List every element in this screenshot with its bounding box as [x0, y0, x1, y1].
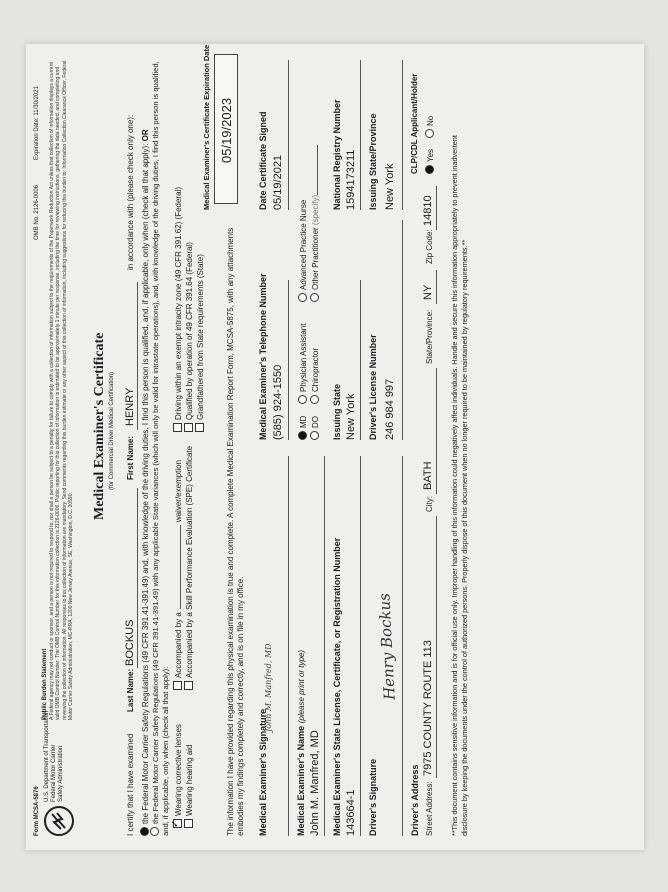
phone-value: (585) 924-1550 [272, 364, 284, 440]
checkbox-empty-icon [195, 423, 204, 432]
radio-empty-icon [310, 293, 319, 302]
clp-no[interactable]: No [425, 116, 435, 138]
form-number: Form MCSA-5876 [34, 786, 40, 836]
burden-text: A Federal agency may not conduct or sponsor, and a person is not required to respond to, nor shall a person be subject to a penalty for failure to comply with a collection of information subject to the requirements of the Paperwork Reduction Act unless that collection of information displays a current valid OMB Control Number. The OMB Control Number for this information collection is 2126-0006. Public reporting for this collection of information is estimated to be approximately 1 minute per response, including the time for reviewing instructions, gathering the data needed, and completing and reviewing the collection of information. All responses to this collection of information are mandatory. Send comments regarding this burden estimate or any other aspect of this collection of information, including suggestions for reducing this burden to: Information Collection Clearance Officer, Federal Motor Carrier Safety Administration, MC-RRA, 1200 New Jersey Avenue, SE, Washington, D.C. 20590. [49, 60, 75, 720]
dl-value: 246 984 997 [384, 378, 396, 440]
checkbox-empty-icon [184, 681, 193, 690]
checkbox-empty-icon [173, 681, 182, 690]
cond-waiver[interactable]: Accompanied by awaiver/exemption [173, 460, 183, 690]
radio-empty-icon [298, 293, 307, 302]
date-signed-value: 05/19/2021 [272, 154, 284, 210]
last-name-value: BOCKUS [124, 619, 136, 666]
radio-empty-icon [310, 431, 319, 440]
expiration-box[interactable] [214, 54, 238, 204]
zip-value: 14810 [422, 195, 434, 226]
dl-state-label: Issuing State/Province [368, 113, 378, 210]
first-name-value: HENRY [124, 387, 136, 426]
checkbox-empty-icon [173, 423, 182, 432]
certify-prefix: I certify that I have examined [126, 733, 135, 836]
checkbox-empty-icon [184, 423, 193, 432]
form-expiration: Expiration Date: 11/30/2021 [34, 86, 40, 160]
radio-selected-icon [298, 431, 307, 440]
agency-name: U.S. Department of Transportation Federal Motor Carrier Safety Administration [44, 710, 64, 802]
city-value: BATH [422, 461, 434, 490]
cond-hearing-aid[interactable]: Wearing hearing aid [184, 745, 194, 828]
radio-empty-icon [310, 395, 319, 404]
option-state-variance[interactable]: the Federal Motor Carrier Safety Regulations (49 CFR 391.41-391.49) with any applicable State variances (which will only be valid for intrastate operations), and, with knowledge of the driving duties, I find this person is qualified, and, if applicable, only when (check all that apply): [151, 61, 170, 836]
license-value: 143664-1 [345, 789, 357, 836]
cred-np[interactable]: Advanced Practice Nurse [298, 200, 308, 302]
radio-empty-icon [298, 395, 307, 404]
expiration-value: 05/19/2023 [219, 97, 234, 163]
cred-other[interactable]: Other Practitioner (specify) [310, 145, 320, 302]
dl-state-value: New York [384, 163, 396, 210]
checkbox-checked-icon [173, 819, 182, 828]
me-name-value: John M. Manfred, MD [309, 730, 321, 836]
burden-heading: Public Burden Statement [42, 648, 48, 720]
form-subtitle: (for Commercial Driver Medical Certification) [109, 371, 115, 490]
cond-391-64[interactable]: Qualified by operation of 49 CFR 391.64 (Federal) [184, 242, 194, 432]
cred-dc[interactable]: Chiropractor [310, 348, 320, 404]
street-label: Street Address: [425, 781, 434, 836]
radio-empty-icon [425, 129, 434, 138]
expiration-label: Medical Examiner's Certificate Expiration Date [202, 44, 211, 210]
issuing-state-value: New York [345, 393, 357, 440]
registry-label: National Registry Number [332, 99, 342, 210]
driver-signature: Henry Bockus [375, 592, 399, 701]
omb-number: OMB No. 2126-0006 [34, 184, 40, 240]
clp-yes[interactable]: Yes [425, 149, 435, 174]
zip-label: Zip Code: [425, 229, 434, 264]
radio-selected-icon [140, 827, 149, 836]
certify-suffix: in accordance with (please check only one): [126, 114, 135, 270]
me-signature-label: Medical Examiner's Signature [258, 708, 268, 836]
first-name-label: First Name: [126, 435, 135, 480]
date-signed-label: Date Certificate Signed [258, 111, 268, 210]
driver-address-label: Driver's Address [410, 764, 420, 836]
me-signature: John M. Manfred, MD [264, 643, 273, 732]
street-value: 7975 COUNTY ROUTE 113 [422, 640, 434, 776]
driver-signature-label: Driver's Signature [368, 758, 378, 836]
registry-value: 1594173211 [345, 149, 357, 210]
checkbox-empty-icon [184, 819, 193, 828]
certificate-form [26, 44, 644, 850]
cred-do[interactable]: DO [310, 416, 320, 440]
attestation-statement: The information I have provided regarding this physical examination is true and complete. A complete Medical Examination Report Form, MCSA-5875, with any attachments embodies my findings completely and correctly, and is on file in my office. [226, 227, 245, 836]
issuing-state-label: Issuing State [332, 383, 342, 440]
city-label: City: [425, 496, 434, 512]
option-federal[interactable]: the Federal Motor Carrier Safety Regulations (49 CFR 391.41-391.49) and, with knowledge of the driving duties, I find this person is qualified, and, if applicable, only when (check all that apply): OR [140, 129, 150, 836]
last-name-label: Last Name: [126, 668, 135, 712]
me-name-label: Medical Examiner's Name (please print or type) [296, 649, 306, 836]
cred-md[interactable]: MD [298, 416, 308, 440]
sensitive-info-footer: **This document contains sensitive information and is for official use only. Improper handling of this information could negatively affect individuals. Handle and secure this information appropriately to prevent inadvertent disclosure by keeping the documents under the control of authorized persons. Properly dispose of this document when no longer required to be maintained by regulatory requirements.** [450, 135, 469, 836]
phone-label: Medical Examiner's Telephone Number [258, 273, 268, 440]
cond-corrective-lenses[interactable]: ✓ Wearing corrective lenses [173, 724, 183, 828]
dot-seal-icon [44, 806, 74, 836]
radio-selected-icon [425, 165, 434, 174]
cred-pa[interactable]: Physician Assistant [298, 324, 308, 404]
state-value: NY [422, 284, 434, 300]
license-label: Medical Examiner's State License, Certificate, or Registration Number [332, 537, 342, 836]
cond-spe-certificate[interactable]: Accompanied by a Skill Performance Evaluation (SPE) Certificate [184, 446, 194, 690]
dl-label: Driver's License Number [368, 334, 378, 440]
cond-grandfathered[interactable]: Grandfathered from State requirements (State) [195, 254, 205, 432]
cond-intracity-zone[interactable]: Driving within an exempt intracity zone (49 CFR 391.62) (Federal) [173, 187, 183, 432]
form-title: Medical Examiner's Certificate [92, 332, 107, 520]
state-label: State/Province: [425, 309, 434, 364]
clp-label: CLP/CDL Applicant/Holder [410, 73, 419, 174]
radio-empty-icon [150, 827, 159, 836]
